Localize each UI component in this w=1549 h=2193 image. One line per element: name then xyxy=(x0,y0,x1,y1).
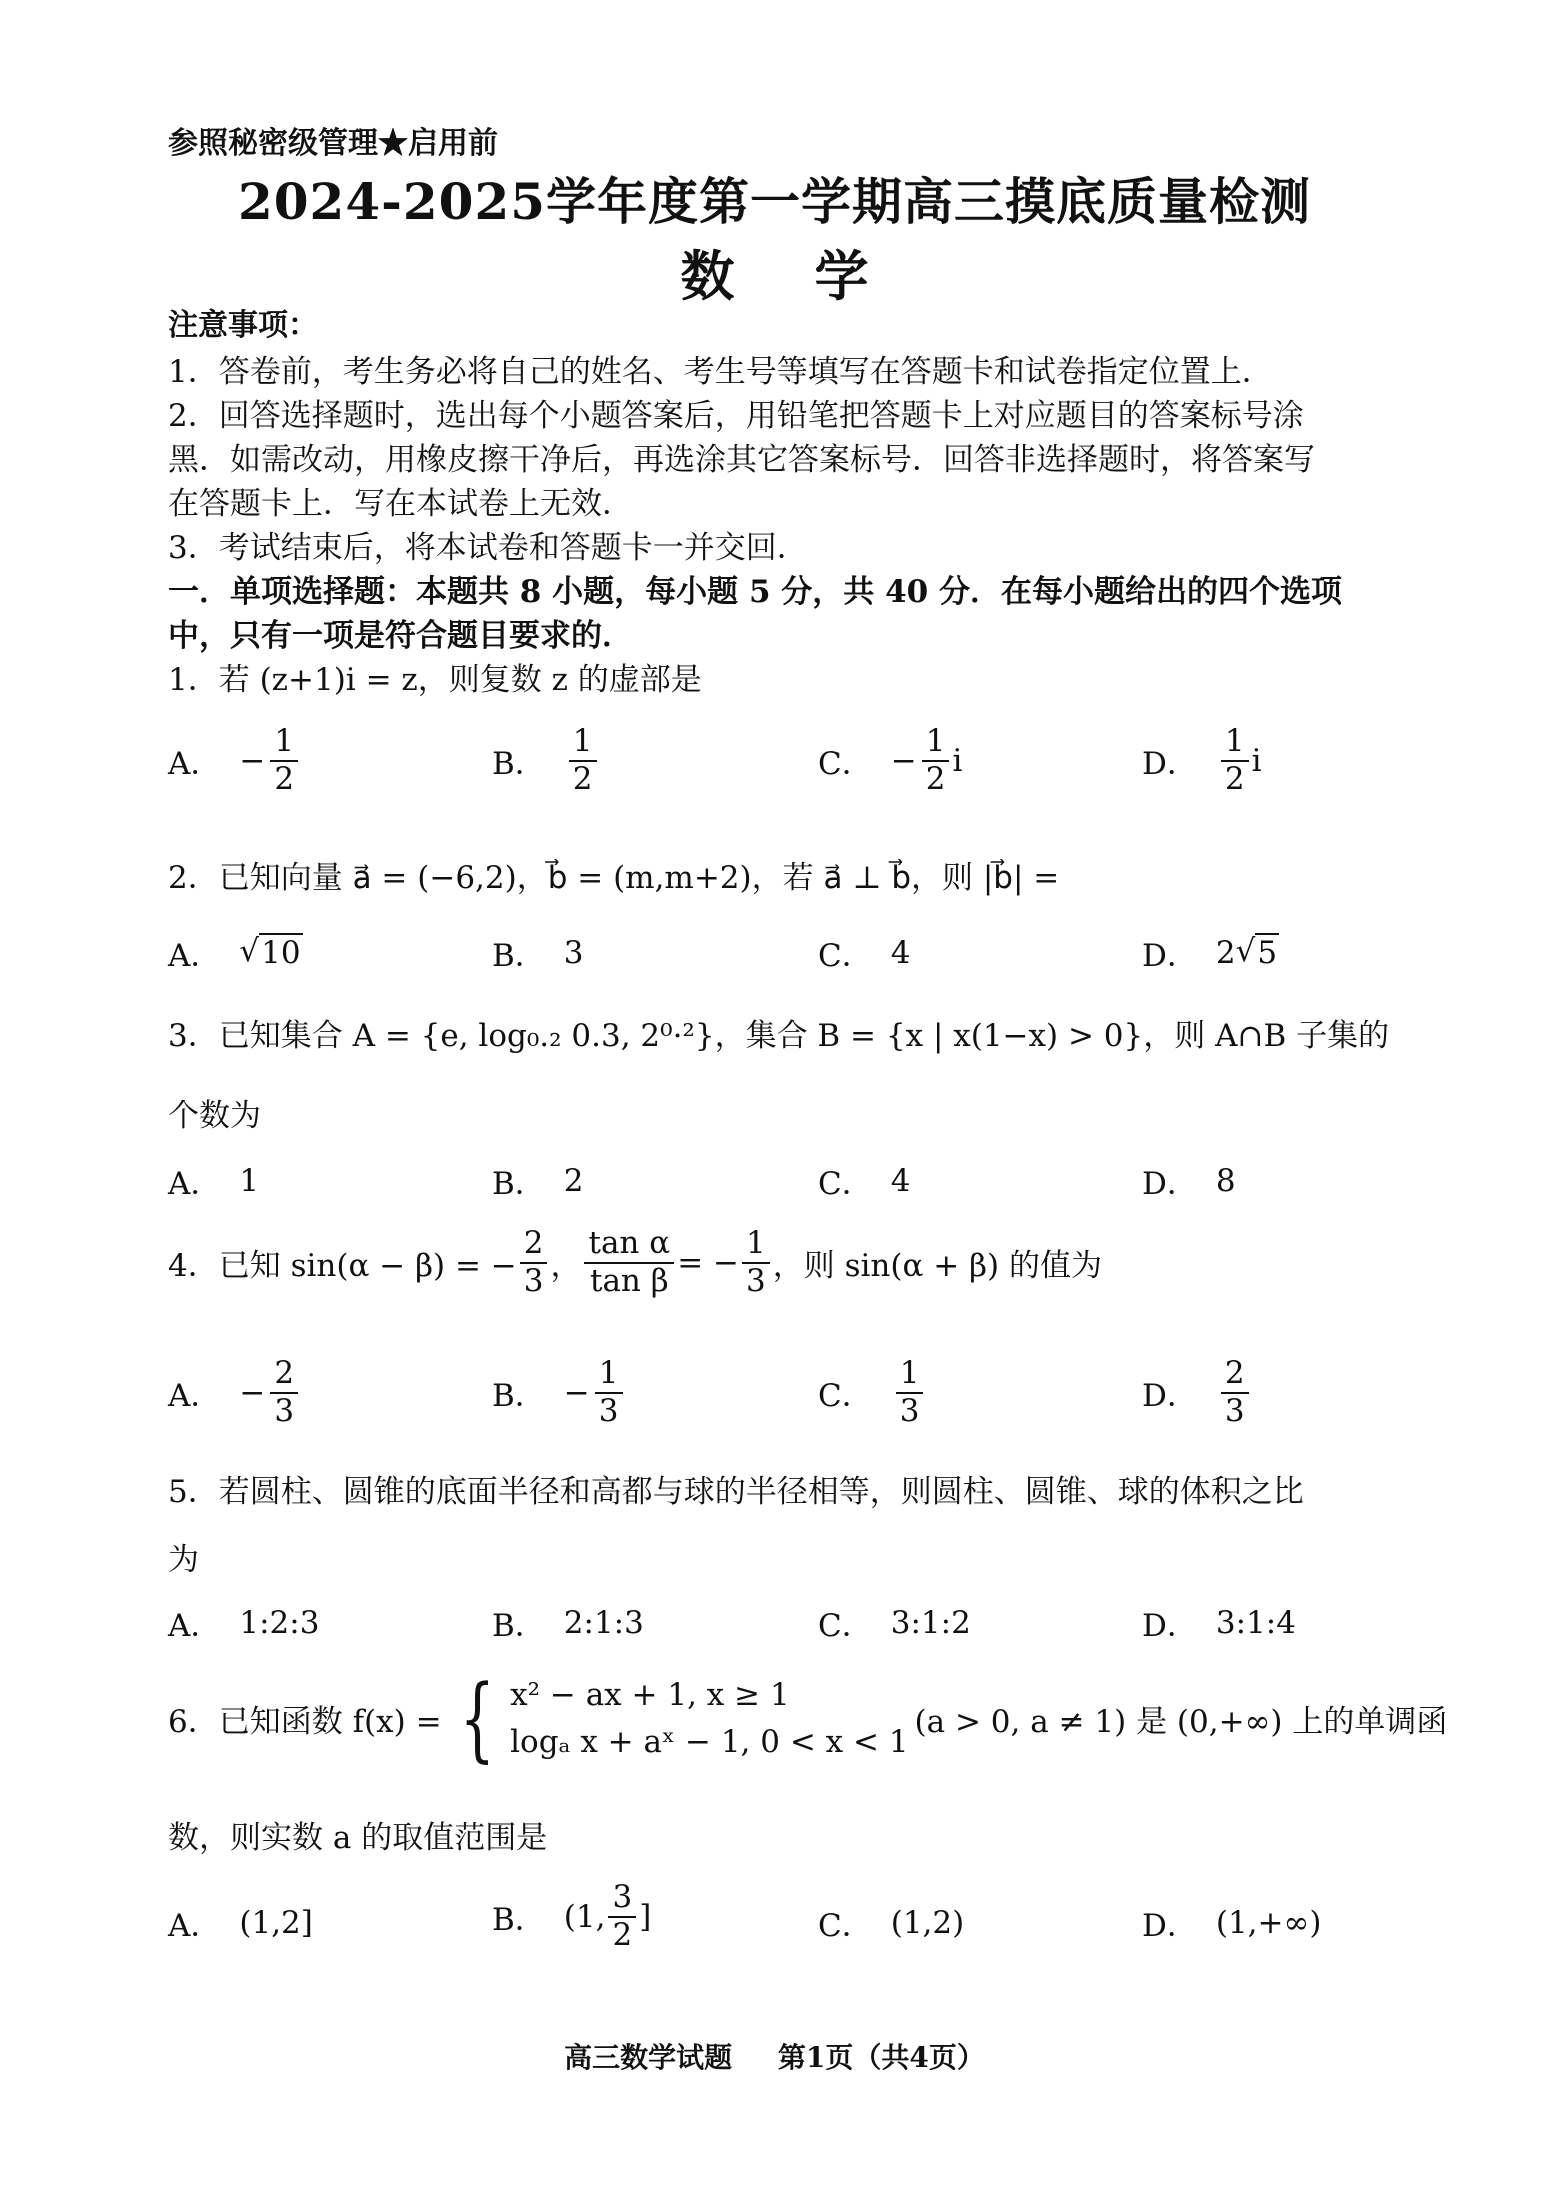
q4-fraction-3 xyxy=(742,1226,770,1299)
frac-num: tan α xyxy=(584,1226,674,1264)
question-4-stem xyxy=(168,1226,1102,1299)
option-sign: − xyxy=(890,742,917,779)
q4-option-d xyxy=(1142,1356,1252,1429)
notice-item: 黑．如需改动，用橡皮擦干净后，再选涂其它答案标号．回答非选择题时，将答案写 xyxy=(168,442,1315,478)
option-letter: D． xyxy=(1142,746,1198,783)
option-letter: C． xyxy=(818,1166,873,1202)
notice-item: 3．考试结束后，将本试卷和答题卡一并交回． xyxy=(168,530,808,566)
option-letter: C． xyxy=(818,1908,873,1944)
frac-den: 3 xyxy=(523,1262,544,1299)
q5-option-a xyxy=(168,1600,319,1645)
frac-num: 2 xyxy=(1221,1356,1249,1394)
question-3-stem: 3．已知集合 A = {e, log₀.₂ 0.3, 2⁰·²}，集合 B = {x | x(1−x) > 0}，则 A∩B 子集的 xyxy=(168,1018,1390,1054)
notice-item: 在答题卡上．写在本试卷上无效． xyxy=(168,486,633,522)
exam-title: 2024-2025学年度第一学期高三摸底质量检测 xyxy=(237,172,1312,231)
option-text: 4 xyxy=(890,934,911,971)
q5-option-b xyxy=(492,1600,644,1645)
option-text: 1:2:3 xyxy=(239,1604,320,1641)
option-text: 4 xyxy=(890,1162,911,1199)
radicand: 5 xyxy=(1257,934,1278,971)
option-text: 3 xyxy=(563,934,584,971)
q5-option-c xyxy=(818,1600,971,1645)
q6-post: (a > 0, a ≠ 1) 是 (0,+∞) 上的单调函 xyxy=(914,1704,1448,1740)
piecewise-function xyxy=(448,1664,909,1772)
option-letter: A． xyxy=(168,746,222,783)
option-text: (1,2) xyxy=(890,1904,965,1941)
q6-pre: 6．已知函数 f(x) = xyxy=(168,1704,442,1740)
q2-option-d xyxy=(1142,930,1279,975)
option-letter: D． xyxy=(1142,1378,1198,1415)
frac-num: 1 xyxy=(270,724,298,762)
option-suffix: i xyxy=(1251,742,1262,779)
option-coef: 2 xyxy=(1215,934,1236,971)
option-fraction xyxy=(1221,724,1249,797)
section-heading: 一．单项选择题：本题共 8 小题，每小题 5 分，共 40 分．在每小题给出的四个选项 xyxy=(168,574,1343,610)
page-number: 第1页（共4页） xyxy=(777,2041,985,2074)
q4-fraction-1 xyxy=(520,1226,548,1299)
option-text: 2:1:3 xyxy=(563,1604,644,1641)
q6-option-d xyxy=(1142,1900,1321,1945)
question-6-stem-cont: 数，则实数 a 的取值范围是 xyxy=(168,1820,548,1856)
q6-option-c xyxy=(818,1900,964,1945)
frac-num: 2 xyxy=(520,1226,548,1264)
option-text: 3:1:4 xyxy=(1215,1604,1296,1641)
option-suffix: i xyxy=(952,742,963,779)
case-2: logₐ x + aˣ − 1, 0 < x < 1 xyxy=(510,1723,909,1760)
option-letter: B． xyxy=(492,1902,546,1939)
frac-den: 2 xyxy=(274,760,295,797)
option-letter: B． xyxy=(492,1166,546,1202)
frac-num: 1 xyxy=(742,1226,770,1264)
footer-subject: 高三数学试题 xyxy=(564,2041,733,2074)
frac-den: 3 xyxy=(274,1392,295,1429)
option-letter: C． xyxy=(818,746,873,783)
piecewise-cases xyxy=(510,1672,908,1765)
option-letter: C． xyxy=(818,1378,873,1415)
subject-title: 数学 xyxy=(680,244,949,308)
section-heading-cont: 中，只有一项是符合题目要求的． xyxy=(168,618,633,654)
frac-den: 3 xyxy=(899,1392,920,1429)
option-fraction xyxy=(595,1356,623,1429)
option-text: (1,+∞) xyxy=(1215,1904,1322,1941)
option-letter: D． xyxy=(1142,1166,1198,1202)
option-fraction xyxy=(608,1880,636,1953)
frac-den: 2 xyxy=(572,760,593,797)
notice-item: 2．回答选择题时，选出每个小题答案后，用铅笔把答题卡上对应题目的答案标号涂 xyxy=(168,398,1304,434)
option-letter: A． xyxy=(168,1378,222,1415)
option-letter: A． xyxy=(168,1166,222,1202)
frac-den: 2 xyxy=(1224,760,1245,797)
option-sign: − xyxy=(563,1374,590,1411)
option-letter: B． xyxy=(492,938,546,974)
q6-option-b xyxy=(492,1880,651,1953)
option-fraction xyxy=(270,1356,298,1429)
frac-den: 2 xyxy=(925,760,946,797)
radicand: 10 xyxy=(261,934,301,971)
option-fraction xyxy=(922,724,950,797)
option-text: 2 xyxy=(563,1162,584,1199)
frac-den: 3 xyxy=(746,1262,766,1299)
option-letter: D． xyxy=(1142,1908,1198,1944)
option-letter: D． xyxy=(1142,938,1198,974)
confidential-label: 参照秘密级管理★启用前 xyxy=(168,126,498,161)
case-1: x² − ax + 1, x ≥ 1 xyxy=(510,1677,790,1713)
q1-option-a xyxy=(168,724,301,797)
q1-option-c xyxy=(818,724,962,797)
notice-item: 1．答卷前，考生务必将自己的姓名、考生号等填写在答题卡和试卷指定位置上． xyxy=(168,354,1273,390)
q2-option-c xyxy=(818,930,910,975)
question-3-stem-cont: 个数为 xyxy=(168,1098,261,1134)
option-fraction xyxy=(569,724,597,797)
frac-num: 1 xyxy=(896,1356,924,1394)
q1-option-d xyxy=(1142,724,1262,797)
q3-option-c xyxy=(818,1158,910,1203)
option-sign: − xyxy=(239,1374,266,1411)
frac-num: 3 xyxy=(608,1880,636,1918)
option-letter: B． xyxy=(492,746,546,783)
frac-den: 3 xyxy=(1224,1392,1245,1429)
option-letter: A． xyxy=(168,1608,222,1644)
notice-heading: 注意事项： xyxy=(168,308,318,343)
brace-icon: { xyxy=(459,1664,495,1772)
option-letter: C． xyxy=(818,938,873,974)
q3-option-b xyxy=(492,1158,584,1203)
frac-num: 1 xyxy=(922,724,950,762)
frac-num: 1 xyxy=(1221,724,1249,762)
q6-option-a xyxy=(168,1900,313,1945)
question-1-stem: 1．若 (z+1)i = z，则复数 z 的虚部是 xyxy=(168,662,702,698)
q4-post: ，则 sin(α + β) 的值为 xyxy=(772,1248,1102,1285)
q4-pre: 4．已知 sin(α − β) = − xyxy=(168,1248,517,1285)
option-text: 8 xyxy=(1215,1162,1236,1199)
option-text: 1 xyxy=(239,1162,260,1199)
option-pre: (1, xyxy=(563,1898,606,1935)
sqrt-sign: √ 5 xyxy=(1235,932,1278,971)
option-text: (1,2] xyxy=(239,1904,313,1941)
q4-fraction-2 xyxy=(584,1226,674,1299)
option-sign: − xyxy=(239,742,266,779)
question-5-stem-cont: 为 xyxy=(168,1542,199,1578)
option-letter: B． xyxy=(492,1608,546,1644)
q4-eq: = − xyxy=(677,1244,739,1281)
option-fraction xyxy=(896,1356,924,1429)
frac-num: 1 xyxy=(595,1356,623,1394)
q4-option-a xyxy=(168,1356,301,1429)
frac-den: 3 xyxy=(598,1392,619,1429)
q4-option-c xyxy=(818,1356,926,1429)
q1-option-b xyxy=(492,724,600,797)
q3-option-a xyxy=(168,1158,259,1203)
page-footer xyxy=(0,2036,1549,2076)
question-2-stem: 2．已知向量 a⃗ = (−6,2)，b⃗ = (m,m+2)，若 a⃗ ⊥ b⃗，则 |b⃗| = xyxy=(168,860,1060,896)
question-6-stem xyxy=(168,1664,1448,1772)
frac-den: 2 xyxy=(612,1916,633,1953)
q4-option-b xyxy=(492,1356,626,1429)
frac-den: tan β xyxy=(589,1262,669,1299)
option-post: ] xyxy=(639,1898,652,1935)
frac-num: 2 xyxy=(270,1356,298,1394)
option-letter: A． xyxy=(168,938,222,974)
option-letter: B． xyxy=(492,1378,546,1415)
q2-option-b xyxy=(492,930,584,975)
q2-option-a xyxy=(168,930,303,975)
option-fraction xyxy=(270,724,298,797)
sqrt-sign: √ 10 xyxy=(239,932,301,971)
frac-num: 1 xyxy=(569,724,597,762)
option-letter: C． xyxy=(818,1608,873,1644)
q4-comma: ， xyxy=(550,1248,582,1285)
option-letter: D． xyxy=(1142,1608,1198,1644)
option-letter: A． xyxy=(168,1908,222,1944)
q3-option-d xyxy=(1142,1158,1236,1203)
q5-option-d xyxy=(1142,1600,1296,1645)
question-5-stem: 5．若圆柱、圆锥的底面半径和高都与球的半径相等，则圆柱、圆锥、球的体积之比 xyxy=(168,1474,1304,1510)
option-fraction xyxy=(1221,1356,1249,1429)
option-text: 3:1:2 xyxy=(890,1604,971,1641)
